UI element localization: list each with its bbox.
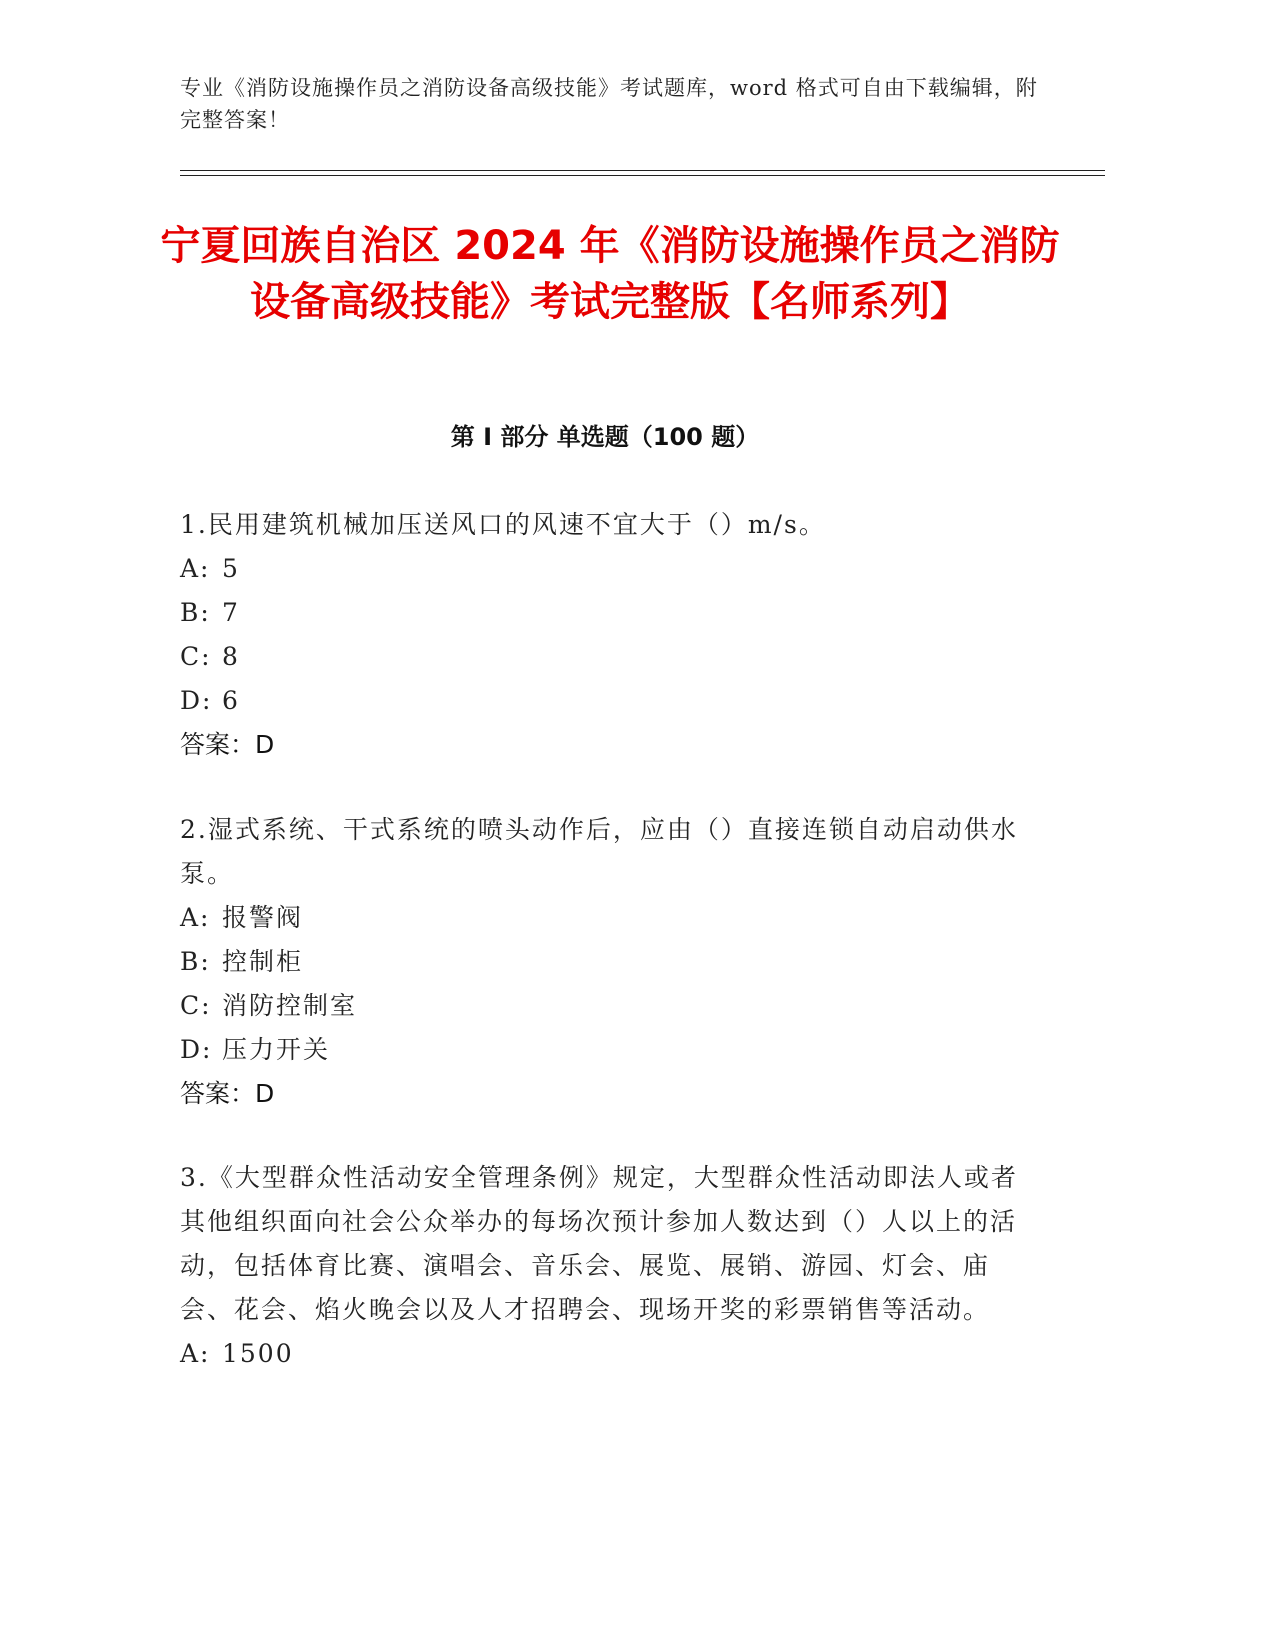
option-c (180, 635, 1020, 679)
option-key: C: (180, 991, 212, 1020)
option-key: A: (180, 903, 211, 932)
option-key: D: (180, 686, 213, 715)
option-d (180, 1028, 1020, 1072)
question-stem: 3.《大型群众性活动安全管理条例》规定，大型群众性活动即法人或者其他组织面向社会公众举办的每场次预计参加人数达到（）人以上的活动，包括体育比赛、演唱会、音乐会、展览、展销、游园、灯会、庙会、花会、焰火晚会以及人才招聘会、现场开奖的彩票销售等活动。 (180, 1163, 1018, 1324)
question-2 (180, 808, 1020, 1116)
section-heading: 第 I 部分 单选题（100 题） (450, 423, 760, 451)
question-stem: 2.湿式系统、干式系统的喷头动作后，应由（）直接连锁自动启动供水泵。 (180, 815, 1018, 888)
option-a (180, 896, 1020, 940)
question-1 (180, 503, 1020, 767)
option-key: D: (180, 1035, 213, 1064)
option-text: 消防控制室 (222, 991, 358, 1020)
question-stem: 1.民用建筑机械加压送风口的风速不宜大于（）m/s。 (180, 510, 826, 539)
option-text: 5 (222, 554, 240, 583)
option-key: B: (180, 598, 211, 627)
option-a (180, 1332, 1020, 1376)
option-c (180, 984, 1020, 1028)
option-text: 6 (222, 686, 240, 715)
option-a (180, 547, 1020, 591)
option-text: 控制柜 (222, 947, 304, 976)
option-d (180, 679, 1020, 723)
option-text: 7 (222, 598, 240, 627)
header-divider-bottom (180, 175, 1105, 176)
option-key: A: (180, 1339, 211, 1368)
option-text: 报警阀 (222, 903, 304, 932)
option-b (180, 591, 1020, 635)
option-key: C: (180, 642, 212, 671)
answer: 答案：D (180, 1079, 275, 1108)
option-b (180, 940, 1020, 984)
option-key: B: (180, 947, 211, 976)
option-text: 8 (222, 642, 240, 671)
question-3 (180, 1156, 1020, 1376)
answer: 答案：D (180, 730, 275, 759)
option-key: A: (180, 554, 211, 583)
header-divider-top (180, 170, 1105, 171)
option-text: 1500 (222, 1339, 294, 1368)
option-text: 压力开关 (222, 1035, 331, 1064)
document-title: 宁夏回族自治区 2024 年《消防设施操作员之消防设备高级技能》考试完整版【名师系列】 (160, 223, 1060, 325)
header-note: 专业《消防设施操作员之消防设备高级技能》考试题库，word 格式可自由下载编辑，附完整答案！ (180, 76, 1038, 132)
